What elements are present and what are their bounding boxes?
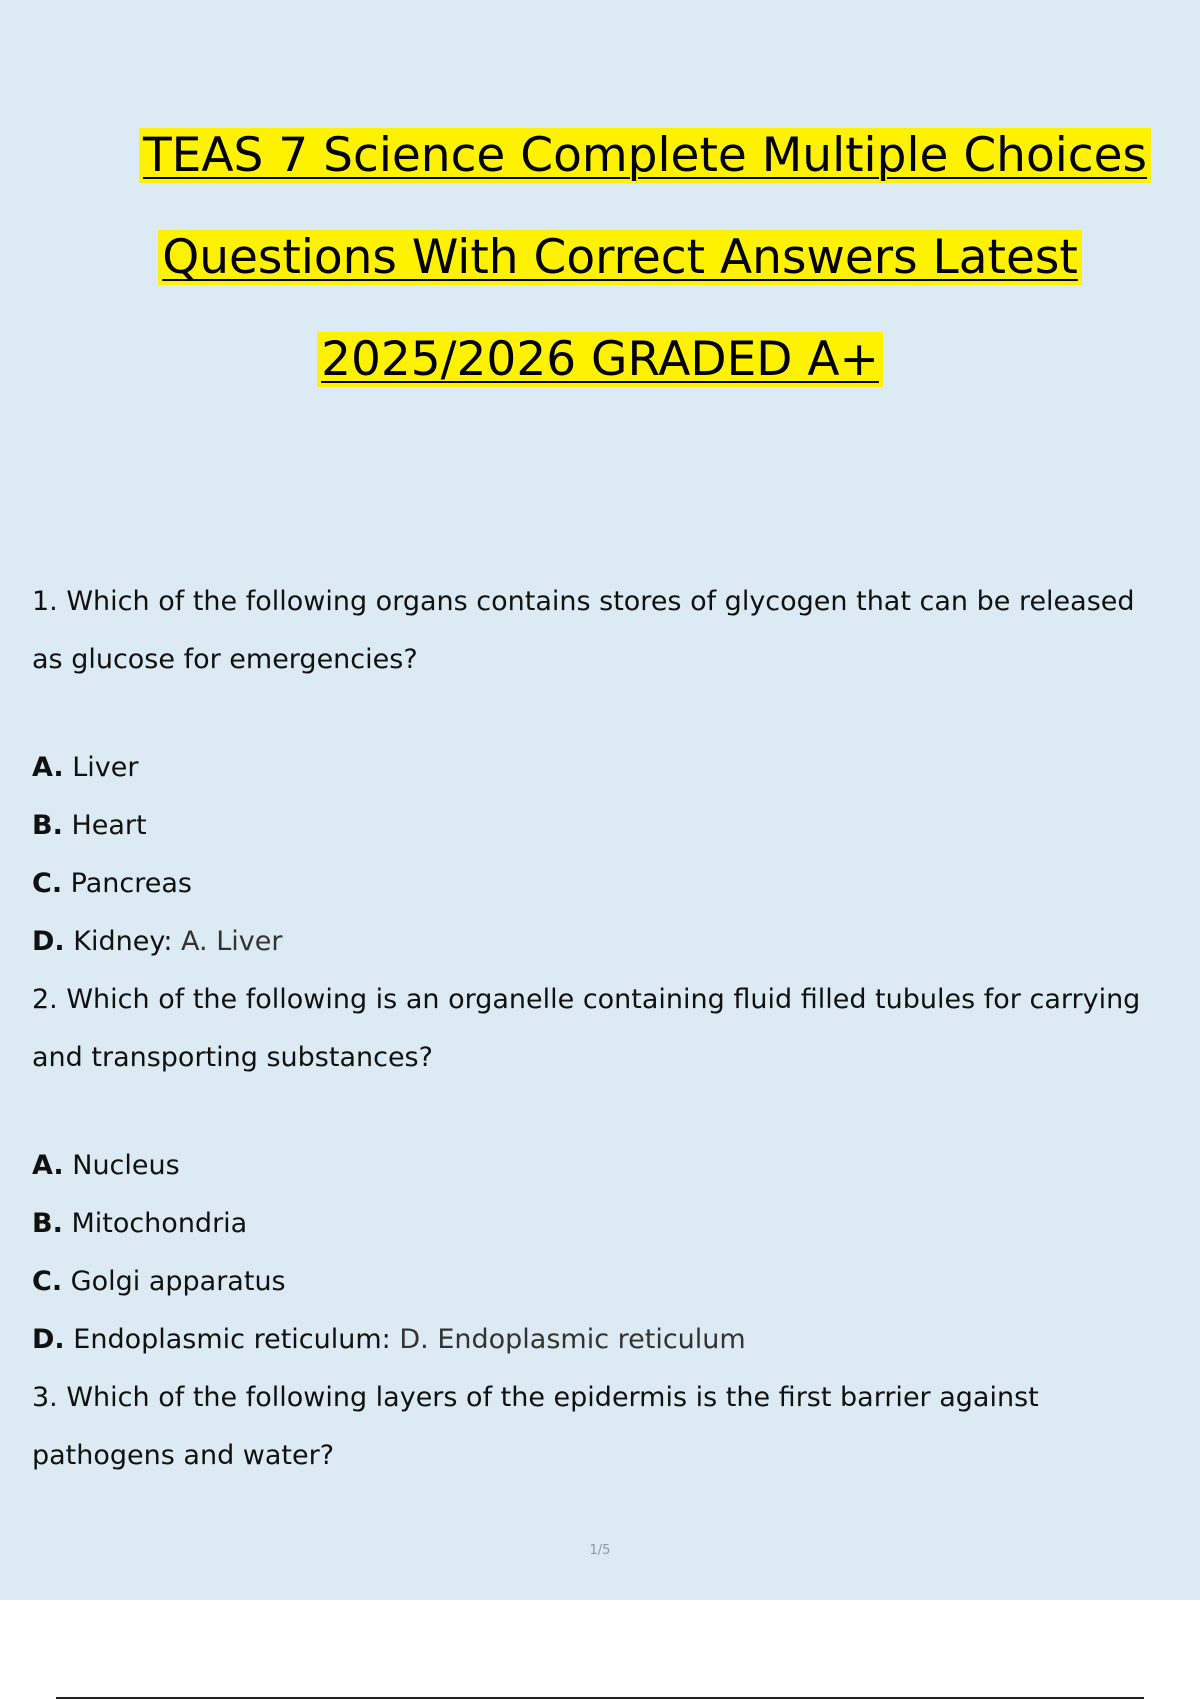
- option-2b: B. Mitochondria: [32, 1208, 248, 1239]
- option-1c: C. Pancreas: [32, 868, 192, 899]
- option-1b: B. Heart: [32, 810, 147, 841]
- document-title: [0, 105, 1200, 411]
- option-1d: D. Kidney: A. Liver: [32, 926, 283, 957]
- question-3: 3. Which of the following layers of the epidermis is the first barrier against pathogens and water?: [32, 1382, 1039, 1471]
- option-1a: A. Liver: [32, 752, 139, 783]
- question-2: 2. Which of the following is an organelle containing fluid filled tubules for carrying and transporting substances?: [32, 984, 1141, 1073]
- title-line-3: 2025/2026 GRADED A+: [0, 309, 1200, 411]
- title-line-2: Questions With Correct Answers Latest: [0, 207, 1200, 309]
- title-line-1: TEAS 7 Science Complete Multiple Choices: [0, 105, 1200, 207]
- option-2a: A. Nucleus: [32, 1150, 180, 1181]
- questions-list: [32, 573, 1152, 1485]
- question-1: 1. Which of the following organs contains stores of glycogen that can be released as glucose for emergencies?: [32, 586, 1135, 675]
- answer-1: A. Liver: [181, 926, 283, 957]
- answer-2: D. Endoplasmic reticulum: [399, 1324, 746, 1355]
- option-2d: D. Endoplasmic reticulum: D. Endoplasmic reticulum: [32, 1324, 746, 1355]
- bottom-divider: [56, 1697, 1144, 1699]
- page-number: 1/5: [589, 1543, 611, 1558]
- option-2c: C. Golgi apparatus: [32, 1266, 286, 1297]
